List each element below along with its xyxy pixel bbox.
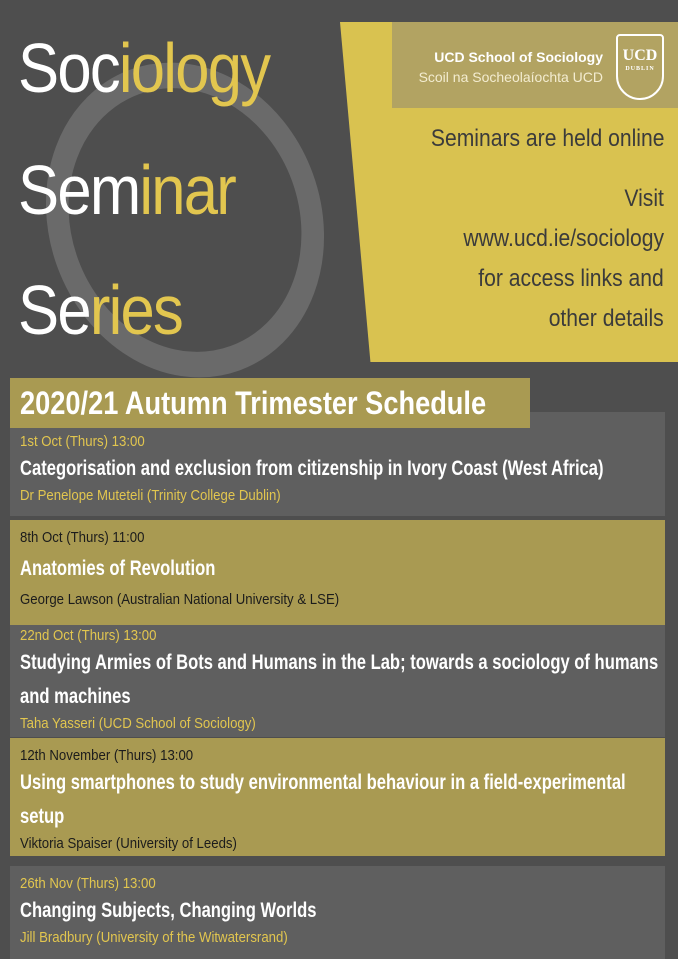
info-line-4: other details (548, 305, 664, 332)
session-date: 22nd Oct (Thurs) 13:00 (20, 627, 157, 644)
title-line-1 (18, 28, 269, 108)
session-date: 26th Nov (Thurs) 13:00 (20, 875, 156, 892)
session-title: Studying Armies of Bots and Humans in the Lab; towards a sociology of humans and machines (20, 651, 659, 708)
session-speaker: Dr Penelope Muteteli (Trinity College Dublin) (20, 487, 281, 504)
title-line-2 (18, 150, 235, 230)
title-part: iology (118, 29, 270, 107)
title-part: ries (89, 271, 183, 349)
org-name: UCD School of Sociology (434, 49, 603, 65)
session-speaker: Viktoria Spaiser (University of Leeds) (20, 835, 237, 852)
session-title: Using smartphones to study environmental behaviour in a field-experimental setup (20, 771, 626, 828)
info-line-3: for access links and (478, 265, 664, 292)
online-note: Seminars are held online (430, 125, 664, 152)
ucd-crest-logo (616, 34, 664, 100)
session-date: 12th November (Thurs) 13:00 (20, 747, 194, 764)
schedule-heading-bar (10, 378, 530, 428)
crest-text: UCD (622, 47, 658, 64)
session-4 (10, 738, 665, 856)
session-2 (10, 520, 665, 625)
title-part: Se (18, 271, 90, 349)
session-date: 1st Oct (Thurs) 13:00 (20, 433, 145, 450)
title-part: Sem (18, 151, 140, 229)
schedule-heading: 2020/21 Autumn Trimester Schedule (20, 385, 487, 421)
session-date: 8th Oct (Thurs) 11:00 (20, 529, 145, 546)
session-title: Categorisation and exclusion from citizenship in Ivory Coast (West Africa) (20, 457, 604, 480)
session-speaker: Jill Bradbury (University of the Witwatersrand) (20, 929, 288, 946)
session-5 (10, 866, 665, 959)
session-title: Changing Subjects, Changing Worlds (20, 899, 317, 922)
session-speaker: George Lawson (Australian National University & LSE) (20, 591, 340, 608)
org-name-irish: Scoil na Socheolaíochta UCD (418, 69, 603, 85)
website-link[interactable]: www.ucd.ie/sociology (463, 225, 664, 252)
session-title: Anatomies of Revolution (20, 557, 216, 580)
visit-label: Visit (624, 185, 664, 212)
session-speaker: Taha Yasseri (UCD School of Sociology) (20, 715, 256, 732)
title-part: Soc (18, 29, 119, 107)
crest-subtext: DUBLIN (625, 66, 655, 72)
session-3 (10, 625, 665, 737)
title-part: inar (139, 151, 236, 229)
title-line-3 (18, 270, 182, 350)
